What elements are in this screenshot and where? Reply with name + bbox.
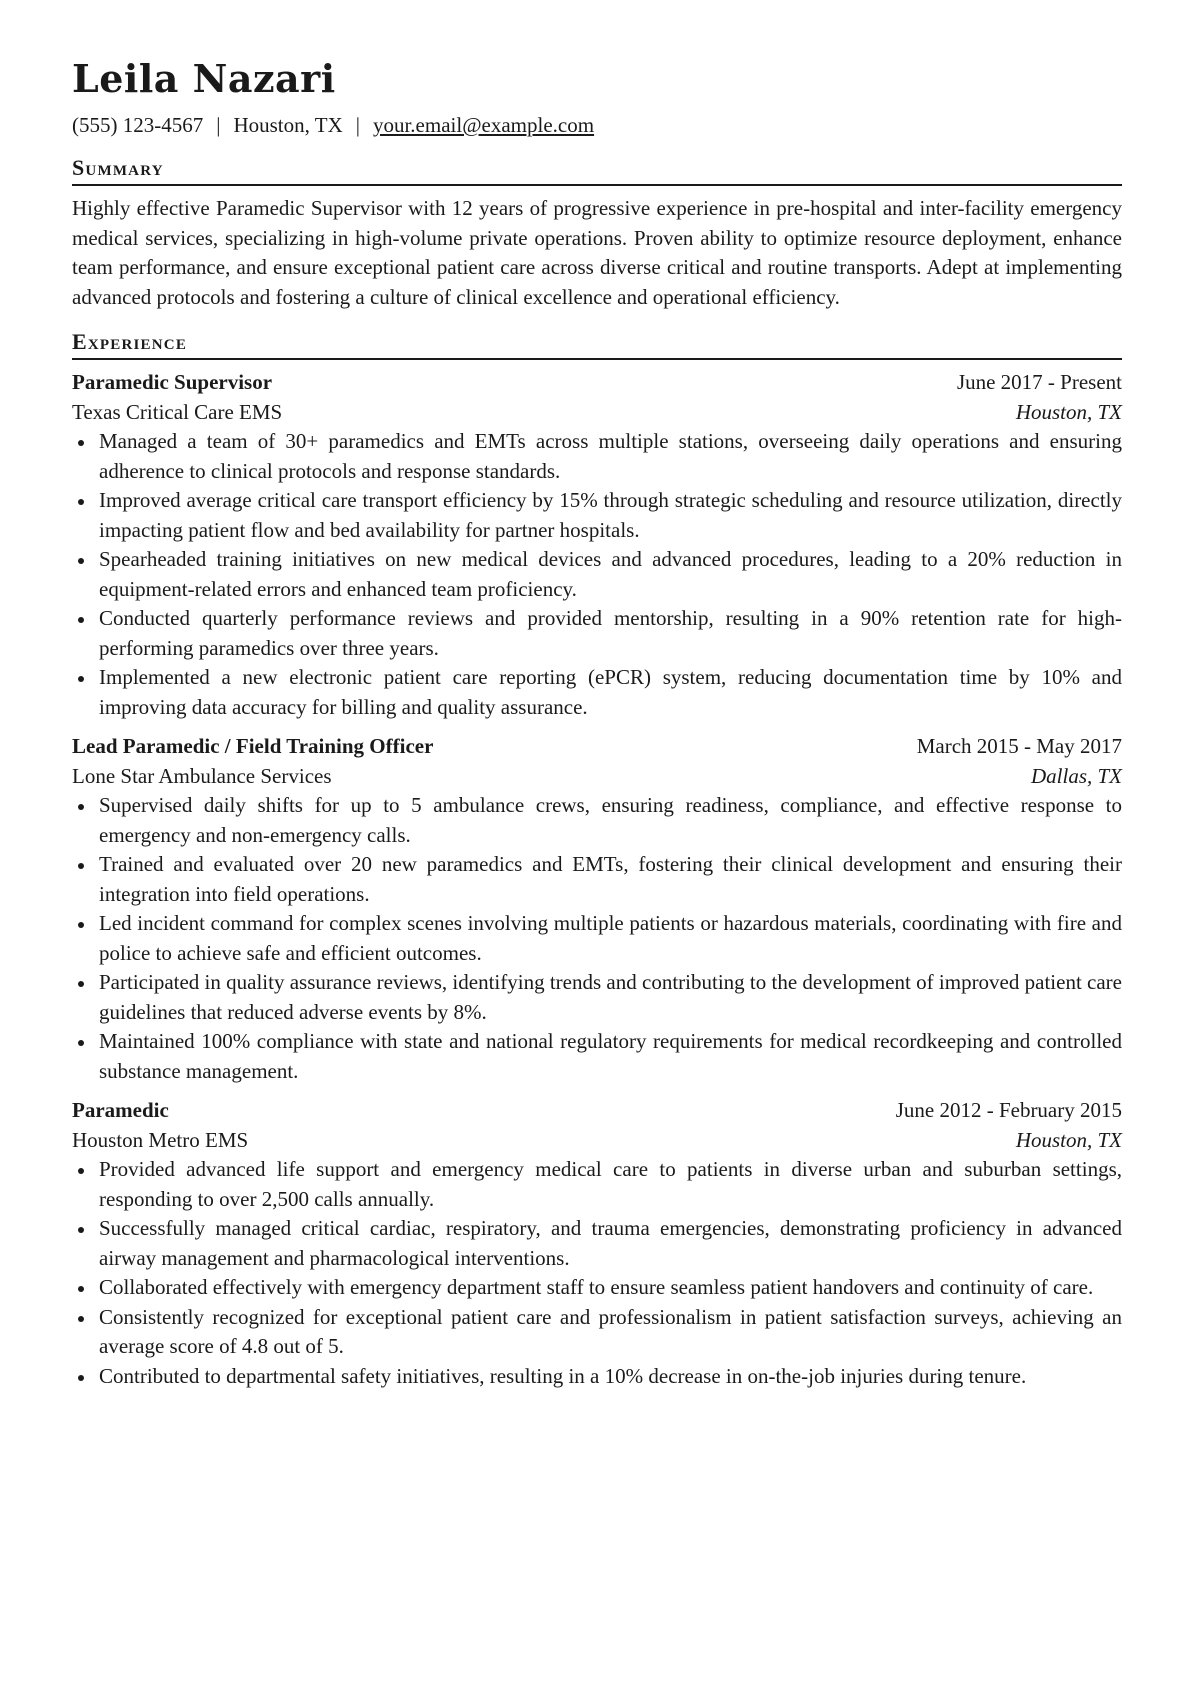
- job-dates: June 2017 - Present: [956, 370, 1122, 394]
- job-bullets: [72, 1155, 1122, 1391]
- job-header: [72, 732, 1122, 762]
- bullet-icon: [78, 1040, 84, 1046]
- company-name: Texas Critical Care EMS: [72, 399, 283, 424]
- bullet-text: Managed a team of 30+ paramedics and EMTs across multiple stations, overseeing daily operations and ensuring adherence to clinical protocols and response standards.: [99, 429, 1122, 483]
- resume-page: [72, 56, 1122, 1391]
- bullet-icon: [78, 1286, 84, 1292]
- experience-section: [72, 328, 1122, 1391]
- bullet-icon: [78, 981, 84, 987]
- bullet-item: [72, 968, 1122, 1027]
- bullet-item: [72, 1027, 1122, 1086]
- bullet-text: Participated in quality assurance reviews, identifying trends and contributing to the development of improved patient care guidelines that reduced adverse events by 8%.: [99, 970, 1122, 1024]
- bullet-text: Improved average critical care transport efficiency by 15% through strategic scheduling and resource utilization, directly impacting patient flow and bed availability for partner hospitals.: [99, 488, 1122, 542]
- email-link[interactable]: your.email@example.com: [372, 113, 595, 137]
- bullet-text: Spearheaded training initiatives on new medical devices and advanced procedures, leading to a 20% reduction in equipment-related errors and enhanced team proficiency.: [99, 547, 1122, 601]
- summary-heading: Summary: [72, 154, 1122, 186]
- bullet-item: [72, 1155, 1122, 1214]
- job-entry: [72, 732, 1122, 1086]
- job-dates: March 2015 - May 2017: [916, 734, 1122, 758]
- bullet-item: [72, 791, 1122, 850]
- bullet-icon: [78, 617, 84, 623]
- contact-separator: |: [216, 113, 221, 137]
- bullet-item: [72, 909, 1122, 968]
- contact-separator: |: [355, 113, 360, 137]
- bullet-icon: [78, 558, 84, 564]
- summary-text: Highly effective Paramedic Supervisor with 12 years of progressive experience in pre-hospital and inter-facility emergency medical services, specializing in high-volume private operations. Proven ability to optimize resource deployment, enhance team performance, and ensure exceptional patient care across diverse critical and routine transports. Adept at implementing advanced protocols and fostering a culture of clinical excellence and operational efficiency.: [72, 196, 1122, 309]
- bullet-item: [72, 486, 1122, 545]
- job-location: Houston, TX: [1015, 1127, 1122, 1152]
- bullet-icon: [78, 1375, 84, 1381]
- job-bullets: [72, 791, 1122, 1086]
- job-title: Lead Paramedic / Field Training Officer: [72, 734, 434, 758]
- bullet-item: [72, 1214, 1122, 1273]
- job-subheader: [72, 762, 1122, 792]
- bullet-item: [72, 1362, 1122, 1392]
- job-subheader: [72, 398, 1122, 428]
- job-subheader: [72, 1126, 1122, 1156]
- job-header: [72, 1096, 1122, 1126]
- job-bullets: [72, 427, 1122, 722]
- job-entry: [72, 368, 1122, 722]
- job-location: Houston, TX: [1015, 399, 1122, 424]
- bullet-text: Implemented a new electronic patient care reporting (ePCR) system, reducing documentation time by 10% and improving data accuracy for billing and quality assurance.: [99, 665, 1122, 719]
- bullet-text: Trained and evaluated over 20 new paramedics and EMTs, fostering their clinical development and ensuring their integration into field operations.: [99, 852, 1122, 906]
- bullet-icon: [78, 922, 84, 928]
- bullet-text: Successfully managed critical cardiac, respiratory, and trauma emergencies, demonstrating proficiency in advanced airway management and pharmacological interventions.: [99, 1216, 1122, 1270]
- bullet-icon: [78, 676, 84, 682]
- contact-line: [72, 112, 1122, 138]
- bullet-text: Collaborated effectively with emergency department staff to ensure seamless patient handovers and continuity of care.: [99, 1275, 1094, 1299]
- location-text: Houston, TX: [233, 113, 343, 137]
- phone-number: (555) 123-4567: [72, 113, 204, 137]
- bullet-icon: [78, 863, 84, 869]
- bullet-item: [72, 663, 1122, 722]
- bullet-item: [72, 850, 1122, 909]
- bullet-item: [72, 545, 1122, 604]
- job-entry: [72, 1096, 1122, 1391]
- job-dates: June 2012 - February 2015: [895, 1098, 1122, 1122]
- candidate-name: Leila Nazari: [72, 56, 336, 101]
- bullet-icon: [78, 440, 84, 446]
- bullet-icon: [78, 804, 84, 810]
- job-title: Paramedic: [72, 1098, 169, 1122]
- bullet-text: Conducted quarterly performance reviews and provided mentorship, resulting in a 90% retention rate for high-performing paramedics over three years.: [99, 606, 1122, 660]
- job-title: Paramedic Supervisor: [72, 370, 273, 394]
- bullet-text: Led incident command for complex scenes involving multiple patients or hazardous materials, coordinating with fire and police to achieve safe and efficient outcomes.: [99, 911, 1122, 965]
- bullet-icon: [78, 499, 84, 505]
- bullet-icon: [78, 1168, 84, 1174]
- bullet-icon: [78, 1316, 84, 1322]
- bullet-text: Consistently recognized for exceptional patient care and professionalism in patient satisfaction surveys, achieving an average score of 4.8 out of 5.: [99, 1304, 1122, 1358]
- experience-heading: Experience: [72, 328, 1122, 360]
- job-location: Dallas, TX: [1030, 763, 1122, 788]
- bullet-text: Provided advanced life support and emergency medical care to patients in diverse urban and suburban settings, responding to over 2,500 calls annually.: [99, 1157, 1122, 1211]
- job-header: [72, 368, 1122, 398]
- bullet-text: Contributed to departmental safety initiatives, resulting in a 10% decrease in on-the-job injuries during tenure.: [99, 1363, 1027, 1388]
- summary-section: [72, 154, 1122, 312]
- bullet-text: Maintained 100% compliance with state and national regulatory requirements for medical recordkeeping and controlled substance management.: [99, 1029, 1122, 1083]
- bullet-item: [72, 604, 1122, 663]
- bullet-item: [72, 427, 1122, 486]
- bullet-icon: [78, 1227, 84, 1233]
- company-name: Houston Metro EMS: [72, 1127, 249, 1152]
- company-name: Lone Star Ambulance Services: [72, 763, 332, 788]
- bullet-text: Supervised daily shifts for up to 5 ambulance crews, ensuring readiness, compliance, and effective response to emergency and non-emergency calls.: [99, 793, 1122, 847]
- bullet-item: [72, 1273, 1122, 1303]
- bullet-item: [72, 1303, 1122, 1362]
